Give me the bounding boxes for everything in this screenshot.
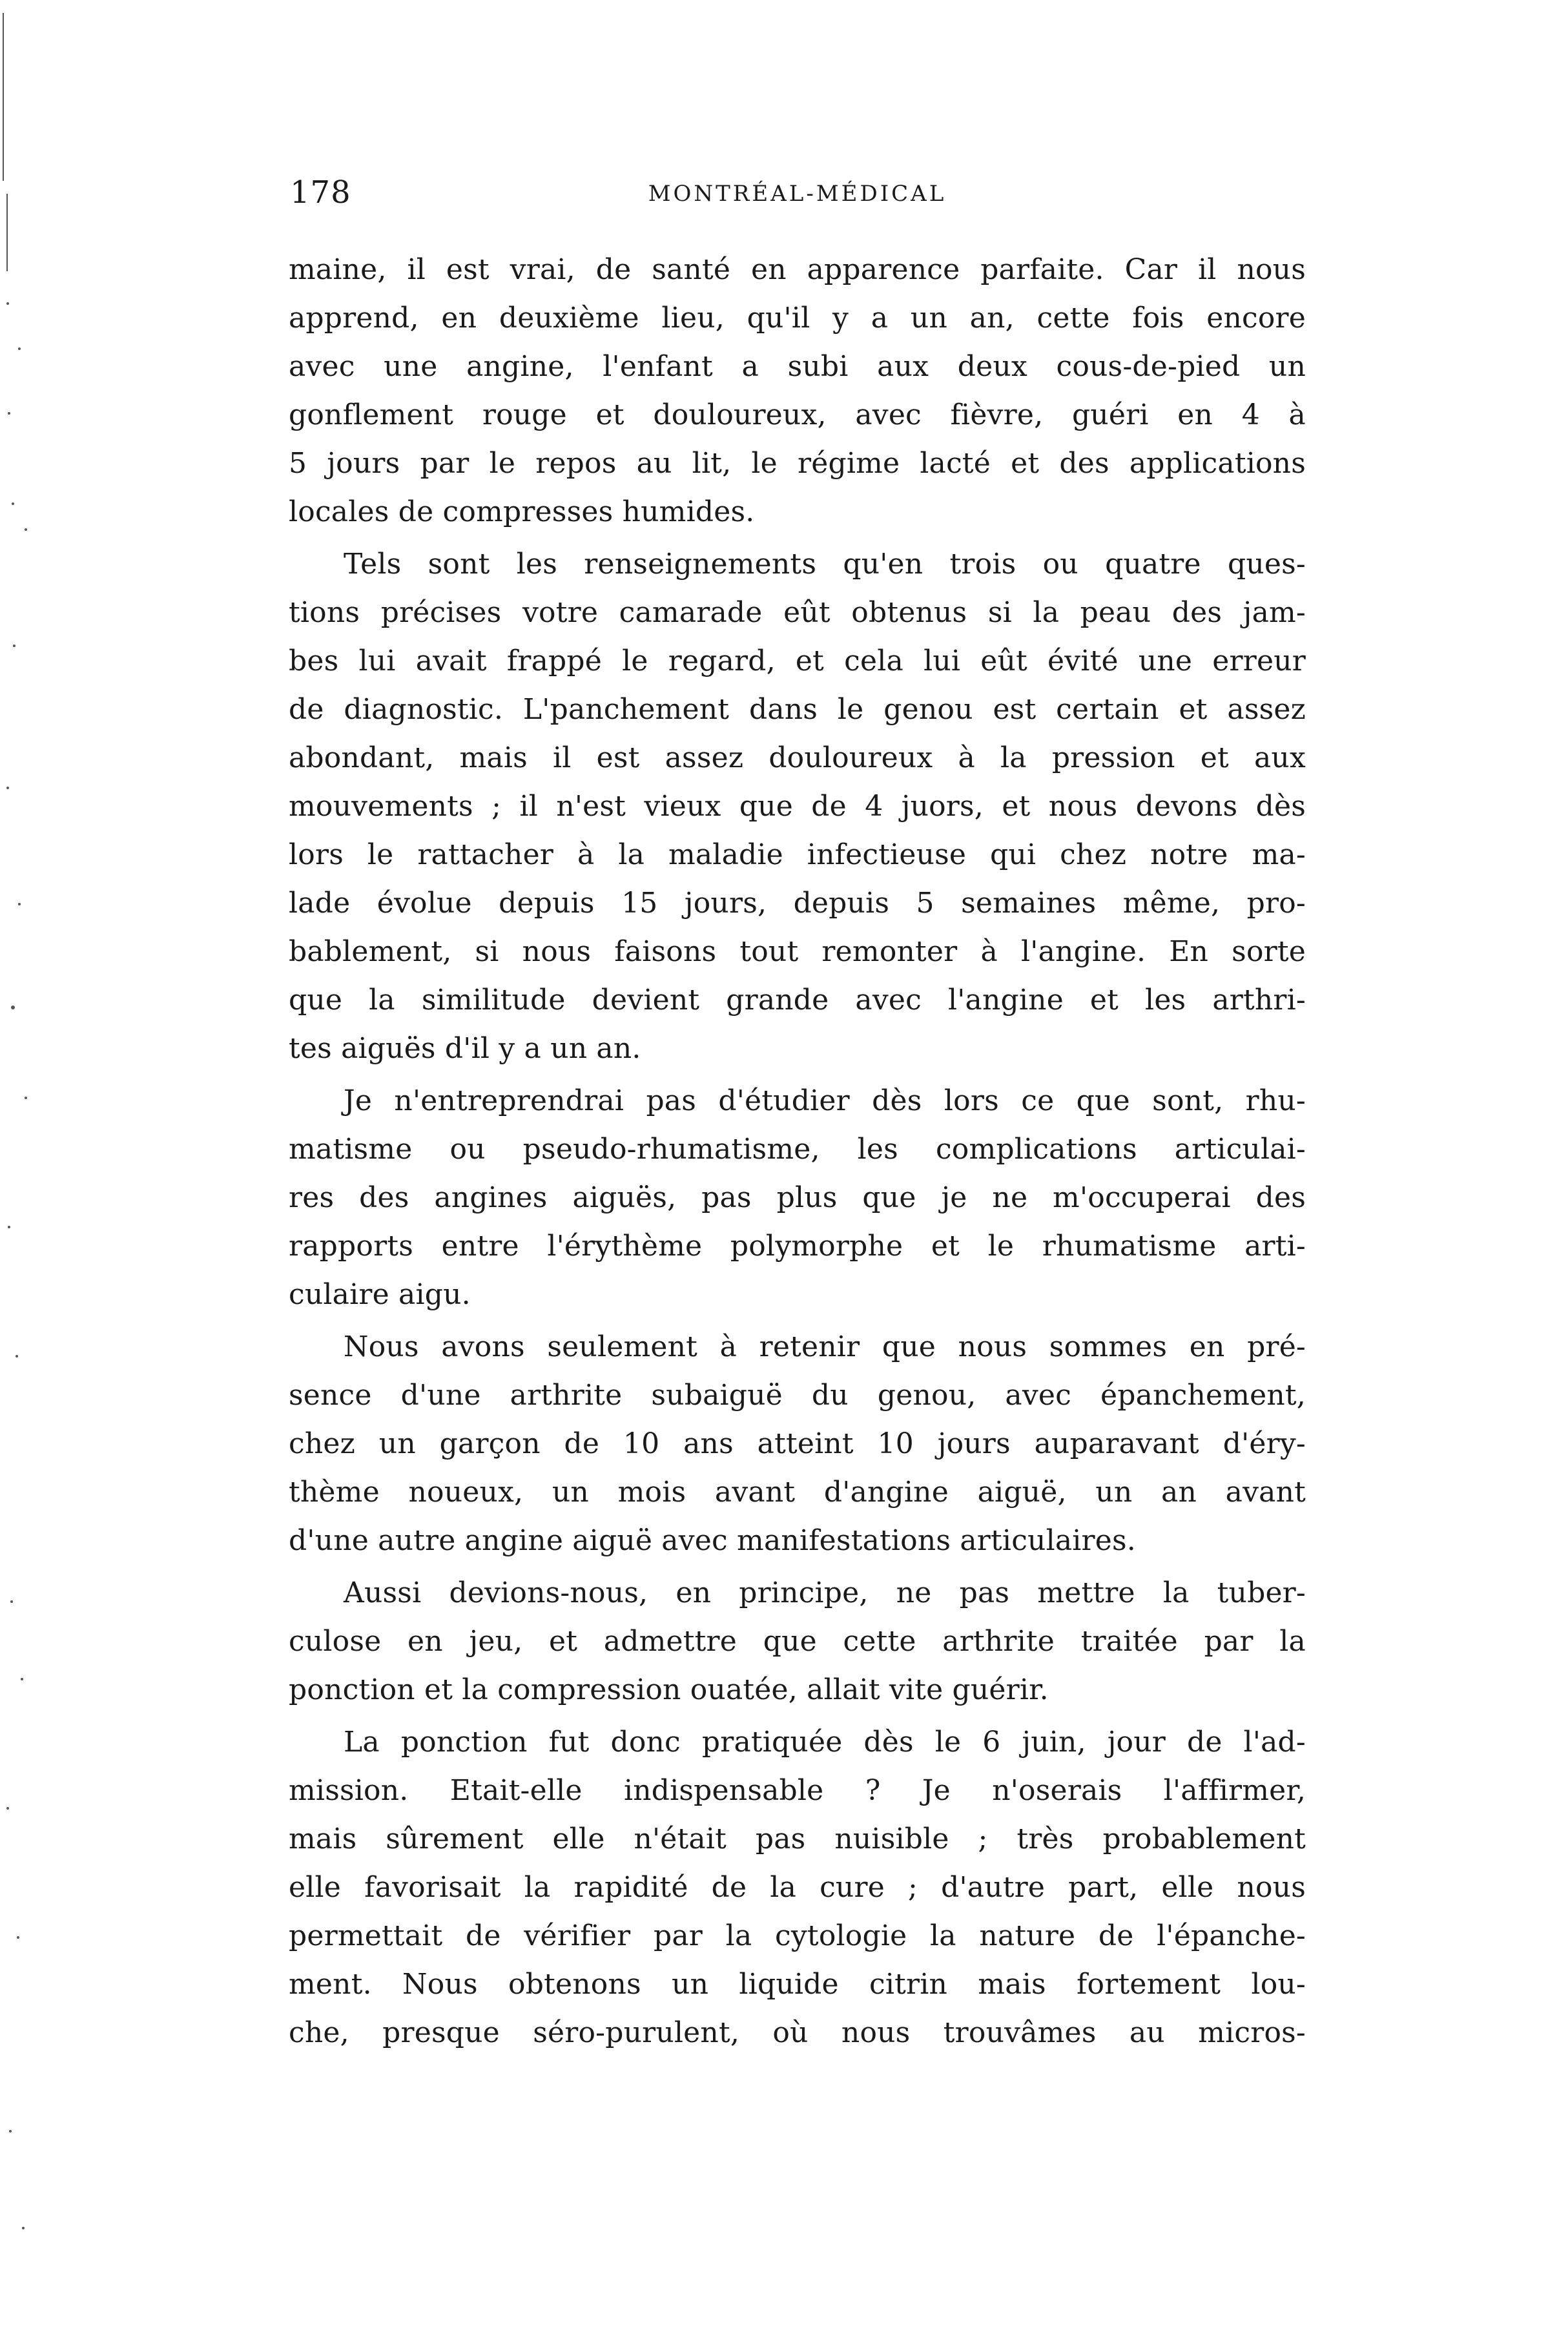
paragraph bbox=[289, 245, 1306, 536]
text-line: 5 jours par le repos au lit, le régime lacté et des applications bbox=[289, 447, 1306, 480]
text-line: bes lui avait frappé le regard, et cela lui eût évité une erreur bbox=[289, 645, 1306, 677]
text-line: gonflement rouge et douloureux, avec fièvre, guéri en 4 à bbox=[289, 398, 1306, 431]
text-line: ponction et la compression ouatée, allait vite guérir. bbox=[289, 1673, 1049, 1706]
text-line: tions précises votre camarade eût obtenus si la peau des jam- bbox=[289, 596, 1306, 629]
text-line: che, presque séro-purulent, où nous trouvâmes au micros- bbox=[289, 2016, 1306, 2049]
text-line: Nous avons seulement à retenir que nous sommes en pré- bbox=[344, 1330, 1306, 1363]
text-line: d'une autre angine aiguë avec manifestations articulaires. bbox=[289, 1524, 1136, 1557]
paragraph bbox=[289, 1077, 1306, 1319]
text-line: lade évolue depuis 15 jours, depuis 5 semaines même, pro- bbox=[289, 887, 1306, 920]
page-header bbox=[289, 174, 1306, 220]
text-line: La ponction fut donc pratiquée dès le 6 juin, jour de l'ad- bbox=[344, 1726, 1306, 1759]
text-line: chez un garçon de 10 ans atteint 10 jours auparavant d'éry- bbox=[289, 1427, 1306, 1460]
text-line: ment. Nous obtenons un liquide citrin mais fortement lou- bbox=[289, 1968, 1306, 2001]
paragraph bbox=[289, 1718, 1306, 2057]
text-line: abondant, mais il est assez douloureux à la pression et aux bbox=[289, 741, 1306, 774]
text-line: Aussi devions-nous, en principe, ne pas mettre la tuber- bbox=[344, 1576, 1306, 1609]
text-line: bablement, si nous faisons tout remonter à l'angine. En sorte bbox=[289, 935, 1306, 968]
text-line: rapports entre l'érythème polymorphe et le rhumatisme arti- bbox=[289, 1230, 1306, 1263]
text-line: locales de compresses humides. bbox=[289, 495, 755, 528]
text-line: mais sûrement elle n'était pas nuisible ; très probablement bbox=[289, 1823, 1306, 1855]
text-line: Je n'entreprendrai pas d'étudier dès lors ce que sont, rhu- bbox=[344, 1084, 1306, 1117]
text-line: Tels sont les renseignements qu'en trois ou quatre ques- bbox=[344, 548, 1306, 581]
scan-edge-artifacts bbox=[0, 0, 39, 2334]
body-text bbox=[289, 245, 1306, 2057]
running-title: MONTRÉAL-MÉDICAL bbox=[648, 181, 947, 207]
page-number: 178 bbox=[290, 174, 351, 211]
text-line: permettait de vérifier par la cytologie la nature de l'épanche- bbox=[289, 1919, 1306, 1952]
text-line: tes aiguës d'il y a un an. bbox=[289, 1032, 641, 1065]
paragraph bbox=[289, 540, 1306, 1073]
text-line: res des angines aiguës, pas plus que je ne m'occuperai des bbox=[289, 1181, 1306, 1214]
book-page bbox=[289, 174, 1306, 2061]
text-line: mouvements ; il n'est vieux que de 4 juors, et nous devons dès bbox=[289, 790, 1306, 823]
text-line: culose en jeu, et admettre que cette arthrite traitée par la bbox=[289, 1625, 1306, 1658]
text-line: elle favorisait la rapidité de la cure ; d'autre part, elle nous bbox=[289, 1871, 1306, 1904]
text-line: culaire aigu. bbox=[289, 1278, 471, 1311]
text-line: apprend, en deuxième lieu, qu'il y a un an, cette fois encore bbox=[289, 302, 1306, 335]
text-line: thème noueux, un mois avant d'angine aiguë, un an avant bbox=[289, 1476, 1306, 1509]
paragraph bbox=[289, 1569, 1306, 1714]
text-line: sence d'une arthrite subaiguë du genou, avec épanchement, bbox=[289, 1379, 1306, 1412]
text-line: que la similitude devient grande avec l'angine et les arthri- bbox=[289, 984, 1306, 1017]
text-line: mission. Etait-elle indispensable ? Je n'oserais l'affirmer, bbox=[289, 1774, 1306, 1807]
text-line: maine, il est vrai, de santé en apparence parfaite. Car il nous bbox=[289, 253, 1306, 286]
text-line: avec une angine, l'enfant a subi aux deux cous-de-pied un bbox=[289, 350, 1306, 383]
text-line: de diagnostic. L'panchement dans le genou est certain et assez bbox=[289, 693, 1306, 726]
paragraph bbox=[289, 1323, 1306, 1565]
text-line: lors le rattacher à la maladie infectieuse qui chez notre ma- bbox=[289, 838, 1306, 871]
text-line: matisme ou pseudo-rhumatisme, les complications articulai- bbox=[289, 1133, 1306, 1166]
